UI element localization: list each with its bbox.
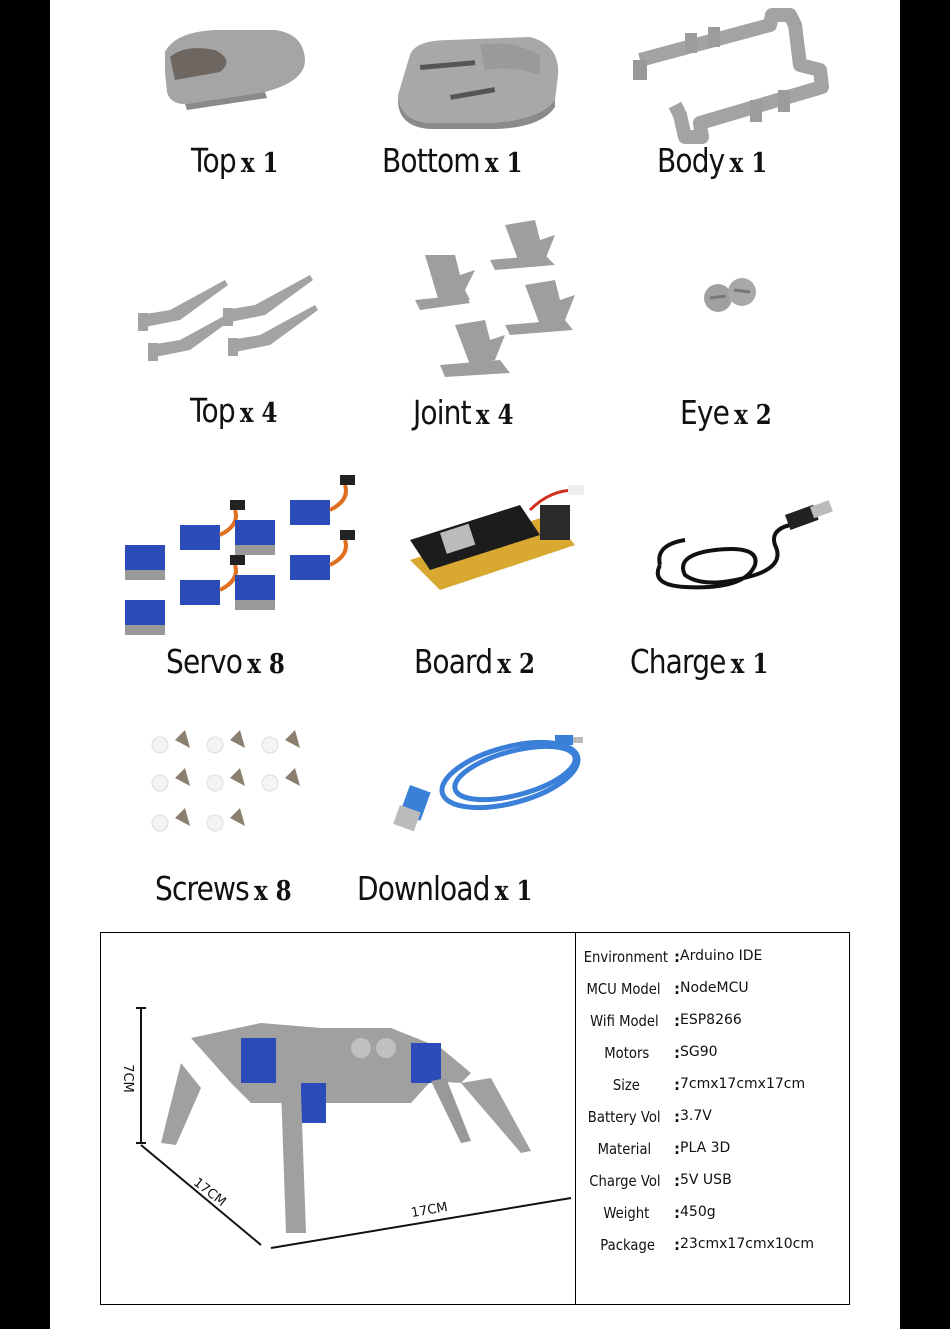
part-label-leg-top: Top x 4	[190, 391, 278, 430]
servo-icon	[120, 475, 350, 635]
board-icon	[400, 485, 600, 595]
part-label-board: Board x 2	[414, 642, 535, 681]
robot-photo	[131, 1003, 551, 1263]
screws-icon	[150, 730, 320, 840]
charge-cable-icon	[645, 495, 835, 595]
dimension-height: 7CM	[119, 1064, 135, 1093]
part-label-servo: Servo x 8	[166, 642, 285, 681]
dimension-depth: 17CM	[190, 1175, 229, 1210]
part-label-body: Body x 1	[657, 141, 768, 180]
joint-icon	[405, 215, 585, 385]
part-label-bottom: Bottom x 1	[382, 141, 523, 180]
leg-top-icon	[130, 265, 330, 365]
dimension-width: 17CM	[409, 1199, 449, 1222]
spec-divider	[575, 933, 576, 1304]
top-shell-icon	[145, 12, 315, 112]
bottom-shell-icon	[390, 25, 570, 130]
usb-cable-icon	[390, 725, 590, 835]
body-frame-icon	[630, 5, 830, 140]
part-label-eye: Eye x 2	[680, 393, 772, 432]
part-label-download: Download x 1	[357, 869, 533, 908]
product-parts-sheet: Top x 1 Bottom x 1 Body x 1 Top x 4 Joint x 4 Eye x 2 Servo x 8 Board x 2 Charge x 1 Screws x 8 Download x 1 7CM 17CM 17CM Environment : Arduino IDE MCU Model : NodeMCU Wifi Model : ESP8266 Motors : SG90 Size : 7cmx17cmx17cm Battery Vol : 3.7V Material : PLA 3D Charge Vol : 5V USB Weight : 450g Package : 23cmx17cmx10cm	[50, 0, 900, 1329]
part-label-charge: Charge x 1	[630, 642, 769, 681]
part-label-screws: Screws x 8	[155, 869, 292, 908]
part-label-joint: Joint x 4	[413, 393, 514, 432]
eye-icon	[690, 270, 780, 320]
part-label-top: Top x 1	[191, 141, 279, 180]
